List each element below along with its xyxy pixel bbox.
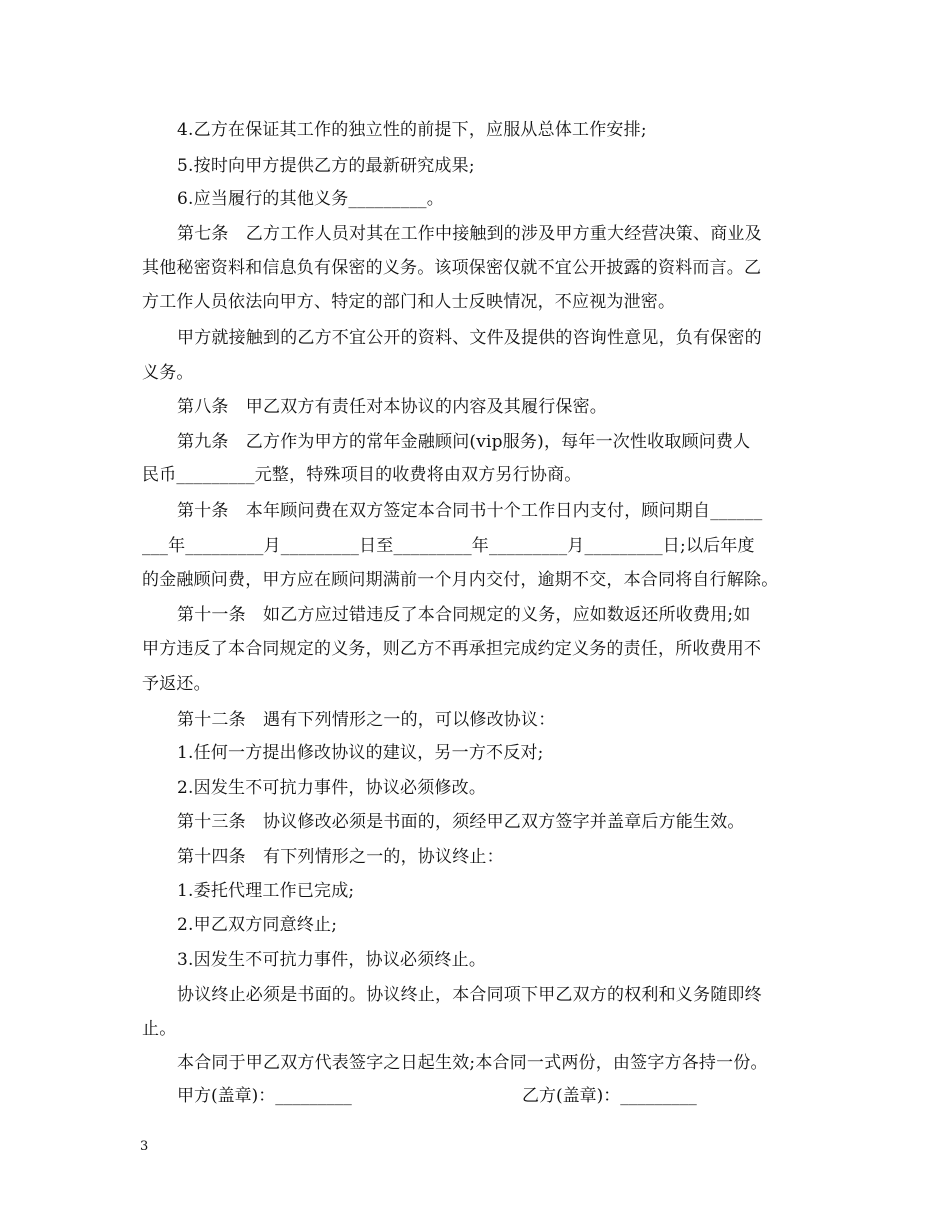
article-9-line: 第九条 乙方作为甲方的常年金融顾问(vip服务)，每年一次性收取顾问费人 [177, 432, 751, 452]
list-item: 2.因发生不可抗力事件，协议必须修改。 [177, 778, 487, 798]
article-8-line: 第八条 甲乙双方有责任对本协议的内容及其履行保密。 [177, 397, 607, 417]
paragraph-line: 甲方就接触到的乙方不宜公开的资料、文件及提供的咨询性意见，负有保密的 [177, 328, 762, 348]
article-7-line: 第七条 乙方工作人员对其在工作中接触到的涉及甲方重大经营决策、商业及 [177, 224, 762, 244]
list-item: 3.因发生不可抗力事件，协议必须终止。 [177, 950, 487, 970]
article-11-line: 予返还。 [142, 674, 211, 694]
article-7-line: 方工作人员依法向甲方、特定的部门和人士反映情况，不应视为泄密。 [142, 292, 676, 312]
article-11-line: 第十一条 如乙方应过错违反了本合同规定的义务，应如数返还所收费用;如 [177, 605, 751, 625]
article-7-line: 其他秘密资料和信息负有保密的义务。该项保密仅就不宜公开披露的资料而言。乙 [142, 258, 762, 278]
article-10-line: ___年_________月_________日至_________年_________月_________日;以后年度 [142, 536, 755, 556]
list-item: 1.任何一方提出修改协议的建议，另一方不反对; [177, 743, 544, 763]
article-13-line: 第十三条 协议修改必须是书面的，须经甲乙双方签字并盖章后方能生效。 [177, 812, 745, 832]
article-14-line: 第十四条 有下列情形之一的，协议终止： [177, 847, 504, 867]
article-9-line: 民币_________元整，特殊项目的收费将由双方另行协商。 [142, 465, 582, 485]
signature-party-a: 甲方(盖章)：_________ [177, 1086, 352, 1106]
clause-line: 5.按时向甲方提供乙方的最新研究成果; [177, 156, 475, 176]
list-item: 1.委托代理工作已完成; [177, 881, 355, 901]
termination-line: 协议终止必须是书面的。协议终止，本合同项下甲乙双方的权利和义务随即终 [177, 985, 762, 1005]
article-10-line: 的金融顾问费，甲方应在顾问期满前一个月内交付，逾期不交，本合同将自行解除。 [142, 570, 779, 590]
paragraph-line: 义务。 [142, 363, 194, 383]
list-item: 2.甲乙双方同意终止; [177, 915, 338, 935]
termination-line: 止。 [142, 1019, 177, 1039]
article-11-line: 甲方违反了本合同规定的义务，则乙方不再承担完成约定义务的责任，所收费用不 [142, 639, 762, 659]
article-12-line: 第十二条 遇有下列情形之一的，可以修改协议： [177, 710, 556, 730]
signature-party-b: 乙方(盖章)：_________ [522, 1086, 697, 1106]
clause-line: 4.乙方在保证其工作的独立性的前提下，应服从总体工作安排; [177, 120, 647, 140]
article-10-line: 第十条 本年顾问费在双方签定本合同书十个工作日内支付，顾问期自______ [177, 501, 763, 521]
effectiveness-line: 本合同于甲乙双方代表签字之日起生效;本合同一式两份，由签字方各持一份。 [177, 1053, 768, 1073]
clause-line: 6.应当履行的其他义务_________。 [177, 189, 444, 209]
page-number: 3 [140, 1139, 149, 1154]
